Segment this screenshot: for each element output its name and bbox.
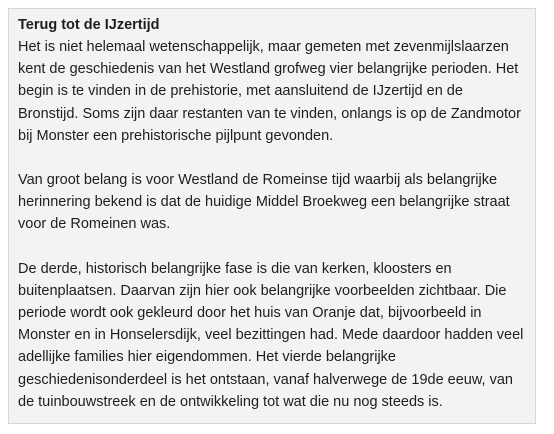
article-title: Terug tot de IJzertijd xyxy=(18,17,160,33)
article-paragraph-roman-era: Van groot belang is voor Westland de Romeinse tijd waarbij als belangrijke herinnering bekend is dat de huidige Middel Broekweg een belangrijke straat voor de Romeinen was. xyxy=(18,172,510,233)
article-panel xyxy=(8,8,536,424)
article-paragraph-churches-era: De derde, historisch belangrijke fase is die van kerken, kloosters en buitenplaatsen. Daarvan zijn hier ook belangrijke voorbeelden zichtbaar. Die periode wordt ook gekleurd door het huis van Oranje dat, bijvoorbeeld in Monster en in Honselersdijk, veel bezittingen had. Mede daardoor hadden veel adellijke families hier eigendommen. Het vierde belangrijke geschiedenisonderdeel is het ontstaan, vanaf halverwege de 19de eeuw, van de tuinbouwstreek en de ontwikkeling tot wat die nu nog steeds is. xyxy=(18,260,524,410)
article-paragraph-prehistory: Het is niet helemaal wetenschappelijk, maar gemeten met zevenmijlslaarzen kent de geschiedenis van het Westland grofweg vier belangrijke perioden. Het begin is te vinden in de prehistorie, met aansluitend de IJzertijd en de Bronstijd. Soms zijn daar restanten van te vinden, onlangs is op de Zandmotor bij Monster een prehistorische pijlpunt gevonden. xyxy=(18,39,521,144)
